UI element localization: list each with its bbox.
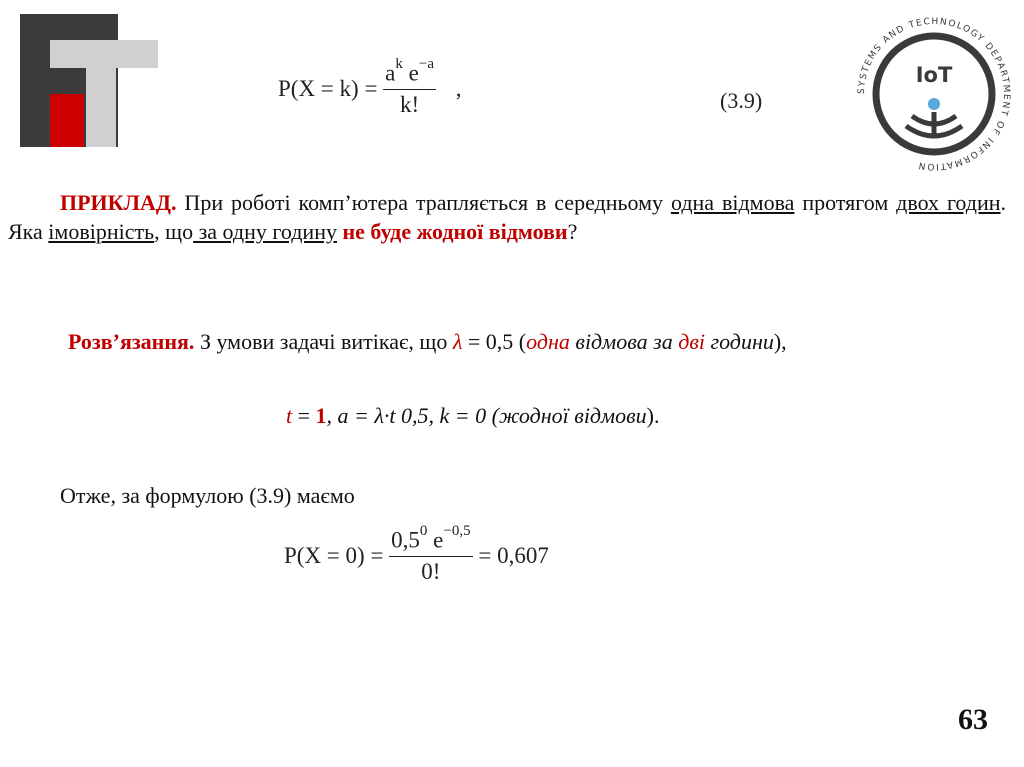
- result-formula: [284, 523, 684, 617]
- formula-denominator: k!: [399, 91, 420, 117]
- formula-numerator: $a^k$ $e^{-a}$: [383, 60, 436, 90]
- equation-number: (3.9): [720, 88, 763, 113]
- formula-fraction: [383, 56, 436, 118]
- iot-department-logo: [852, 8, 1016, 180]
- result-denominator: 0!: [421, 558, 441, 584]
- svg-text:SYSTEMS AND TECHNOLOGY DEPARTM: [857, 17, 1011, 171]
- result-numerator: $0,5^0$ $e^{-0,5}$: [389, 527, 472, 557]
- result-rhs: = 0,607: [478, 542, 549, 568]
- t-variable: t: [286, 403, 293, 428]
- iot-ring-text: SYSTEMS AND TECHNOLOGY DEPARTMENT OF INFORMATION: [856, 16, 1012, 172]
- example-paragraph: ПРИКЛАД. При роботі комп’ютера трапляється в середньому одна відмова протягом двох годин. Яка імовірність, що за одну годину не буде жодної відмови?: [8, 190, 1007, 244]
- result-lhs: P(X = 0) =: [284, 542, 384, 568]
- t-value: 1: [315, 403, 327, 428]
- iot-label: IoT: [915, 63, 953, 87]
- highlighted-phrase: не буде жодної відмови: [342, 219, 568, 244]
- conclusion-line: Отже, за формулою (3.9) маємо: [60, 483, 355, 508]
- parameters-line: t = 1, a = λ·t 0,5, k = 0 (жодної відмови).: [286, 403, 660, 428]
- solution-label: Розв’язання.: [68, 329, 195, 354]
- formula-comma: ,: [455, 75, 462, 101]
- underlined-phrase: двох годин: [896, 190, 1001, 215]
- formula-lhs: P(X = k) =: [278, 75, 378, 101]
- underlined-phrase: імовірність: [48, 219, 155, 244]
- underlined-phrase: одна відмова: [670, 190, 795, 215]
- page-number: 63: [958, 703, 988, 736]
- fit-logo: [20, 14, 158, 147]
- result-fraction: [389, 523, 472, 585]
- example-label: ПРИКЛАД.: [60, 190, 177, 215]
- underlined-phrase: за одну годину: [193, 219, 337, 244]
- lambda-symbol: λ: [452, 329, 463, 354]
- solution-line: Розв’язання. З умови задачі витікає, що λ = 0,5 (одна відмова за дві години),: [68, 329, 787, 354]
